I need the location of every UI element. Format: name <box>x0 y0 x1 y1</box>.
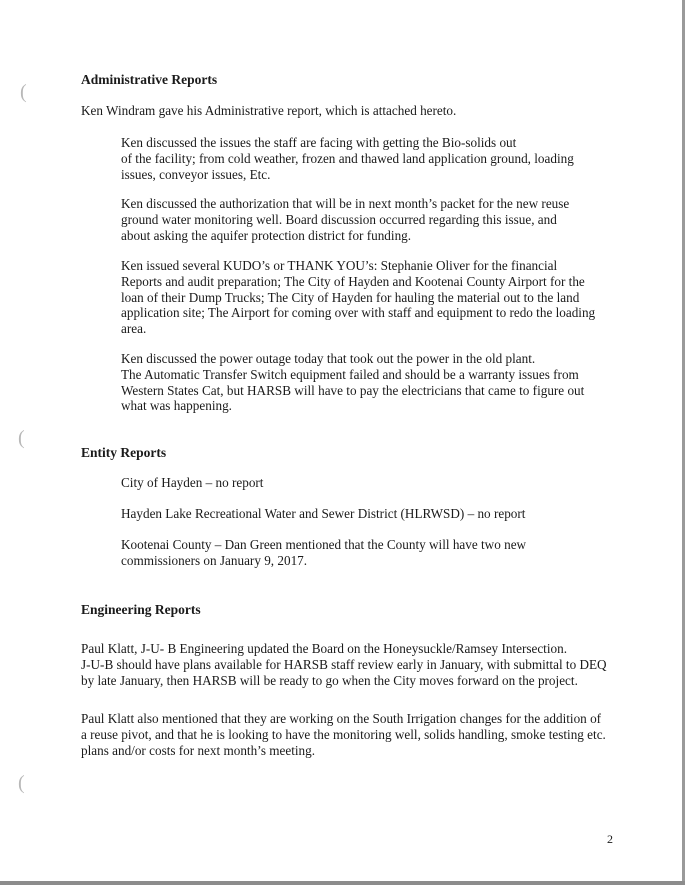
admin-paragraph-monitoring-well <box>121 196 621 243</box>
text-line: what was happening. <box>121 398 232 414</box>
text-line: commissioners on January 9, 2017. <box>121 552 308 568</box>
entity-hlrwsd: Hayden Lake Recreational Water and Sewer District (HLRWSD) – no report <box>121 506 526 521</box>
engineering-paragraph-intersection <box>81 641 626 688</box>
page-number: 2 <box>607 832 613 846</box>
administrative-reports-heading: Administrative Reports <box>81 72 218 87</box>
text-line: Paul Klatt also mentioned that they are working on the South Irrigation changes for the addition of <box>81 711 602 726</box>
entity-reports-heading: Entity Reports <box>81 445 167 460</box>
text-line: Ken discussed the authorization that will be in next month’s packet for the new reuse <box>121 196 570 211</box>
admin-paragraph-power-outage <box>121 351 621 414</box>
text-line: The Automatic Transfer Switch equipment failed and should be a warranty issues from <box>121 366 579 382</box>
entity-city-of-hayden: City of Hayden – no report <box>121 475 264 490</box>
page-shadow-bottom <box>0 881 685 885</box>
text-line: about asking the aquifer protection district for funding. <box>121 227 412 243</box>
text-line: Paul Klatt, J-U- B Engineering updated the Board on the Honeysuckle/Ramsey Intersection. <box>81 641 567 656</box>
text-line: Kootenai County – Dan Green mentioned that the County will have two new <box>121 537 527 552</box>
text-line: application site; The Airport for coming over with staff and equipment to redo the loading <box>121 305 596 321</box>
binder-hole-mark: ( <box>18 427 25 449</box>
text-line: Western States Cat, but HARSB will have to pay the electricians that came to figure out <box>121 382 585 398</box>
text-line: J-U-B should have plans available for HARSB staff review early in January, with submittal to DEQ <box>81 656 607 672</box>
text-line: plans and/or costs for next month’s meeting. <box>81 742 316 758</box>
admin-paragraph-kudos <box>121 258 621 337</box>
text-line: a reuse pivot, and that he is looking to have the monitoring well, solids handling, smoke testing etc. <box>81 726 606 742</box>
text-line: of the facility; from cold weather, frozen and thawed land application ground, loading <box>121 150 574 166</box>
text-line: Ken discussed the issues the staff are facing with getting the Bio-solids out <box>121 135 517 150</box>
text-line: issues, conveyor issues, Etc. <box>121 166 271 182</box>
text-line: Ken discussed the power outage today that took out the power in the old plant. <box>121 351 536 366</box>
administrative-intro: Ken Windram gave his Administrative report, which is attached hereto. <box>81 103 457 118</box>
text-line: area. <box>121 321 147 337</box>
engineering-reports-heading: Engineering Reports <box>81 602 201 617</box>
binder-hole-mark: ( <box>20 81 27 103</box>
entity-kootenai-county <box>121 537 621 569</box>
text-line: loan of their Dump Trucks; The City of Hayden for hauling the material out to the land <box>121 289 580 305</box>
engineering-paragraph-irrigation <box>81 711 626 758</box>
text-line: ground water monitoring well. Board discussion occurred regarding this issue, and <box>121 211 557 227</box>
text-line: Ken issued several KUDO’s or THANK YOU’s: Stephanie Oliver for the financial <box>121 258 558 273</box>
text-line: by late January, then HARSB will be ready to go when the City moves forward on the project. <box>81 672 578 688</box>
binder-hole-mark: ( <box>18 772 25 794</box>
admin-paragraph-biosolids <box>121 135 621 182</box>
text-line: Reports and audit preparation; The City of Hayden and Kootenai County Airport for the <box>121 273 585 289</box>
